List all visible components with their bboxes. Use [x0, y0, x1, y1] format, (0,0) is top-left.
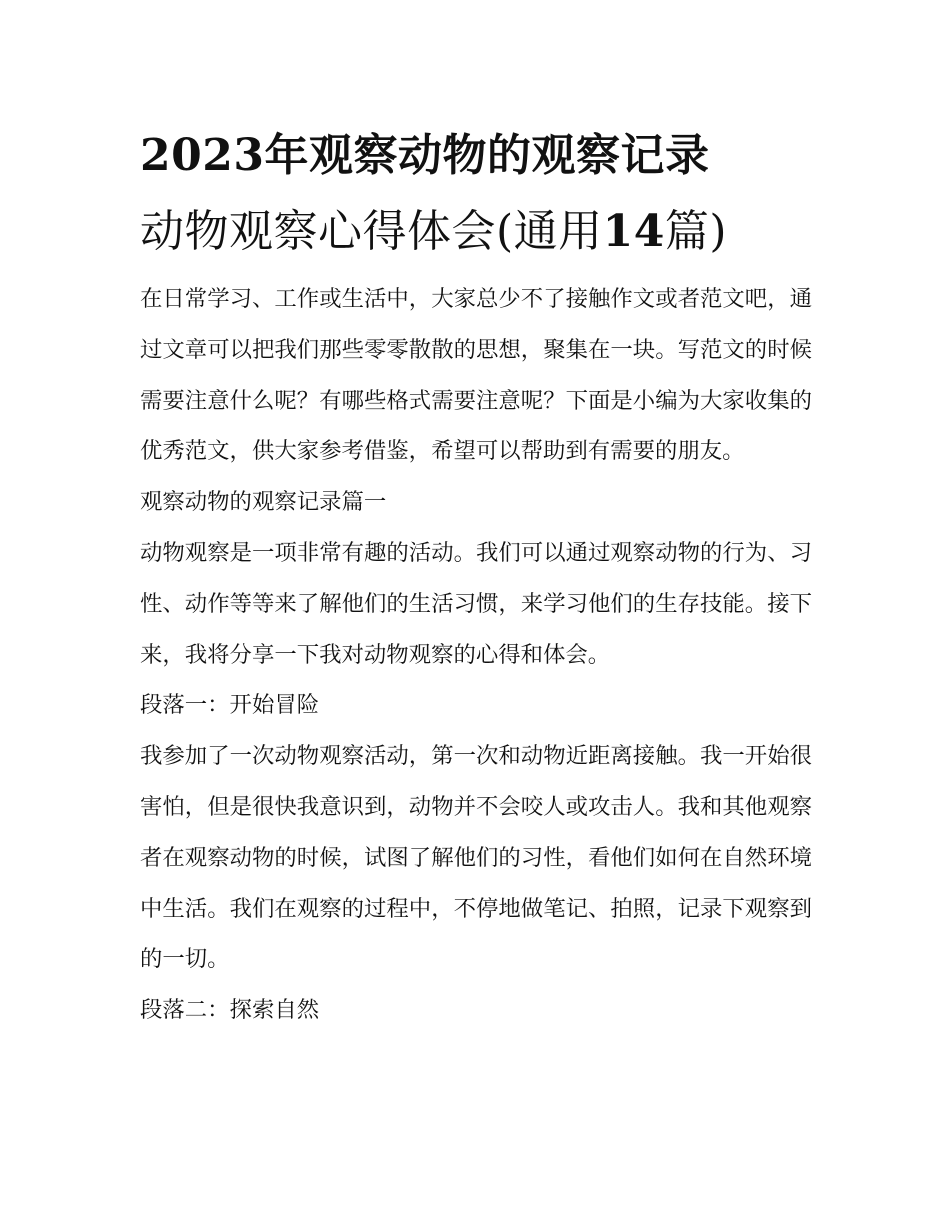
document-title — [140, 118, 812, 270]
title-line-2-suffix: 篇) — [664, 206, 728, 257]
intro-paragraph: 在日常学习、工作或生活中，大家总少不了接触作文或者范文吧，通过文章可以把我们那些零零散散的思想，聚集在一块。写范文的时候需要注意什么呢？有哪些格式需要注意呢？下面是小编为大家收集的优秀范文，供大家参考借鉴，希望可以帮助到有需要的朋友。 — [140, 286, 812, 465]
document-page — [140, 118, 812, 1036]
section-heading: 观察动物的观察记录篇一 — [140, 489, 387, 516]
title-line-1: 2023年观察动物的观察记录 — [140, 130, 710, 181]
title-line-2 — [140, 194, 812, 270]
document-body — [140, 274, 812, 1036]
section-paragraph: 动物观察是一项非常有趣的活动。我们可以通过观察动物的行为、习性、动作等等来了解他们的生活习惯，来学习他们的生存技能。接下来，我将分享一下我对动物观察的心得和体会。 — [140, 539, 812, 668]
subsection-heading-1: 段落一：开始冒险 — [140, 692, 320, 719]
subsection-heading-2: 段落二：探索自然 — [140, 997, 320, 1024]
title-line-2-number: 14 — [602, 206, 665, 257]
subsection-paragraph-1: 我参加了一次动物观察活动，第一次和动物近距离接触。我一开始很害怕，但是很快我意识到，动物并不会咬人或攻击人。我和其他观察者在观察动物的时候，试图了解他们的习性，看他们如何在自然环境中生活。我们在观察的过程中，不停地做笔记、拍照，记录下观察到的一切。 — [140, 743, 812, 973]
title-line-2-text: 动物观察心得体会(通用 — [140, 206, 603, 257]
